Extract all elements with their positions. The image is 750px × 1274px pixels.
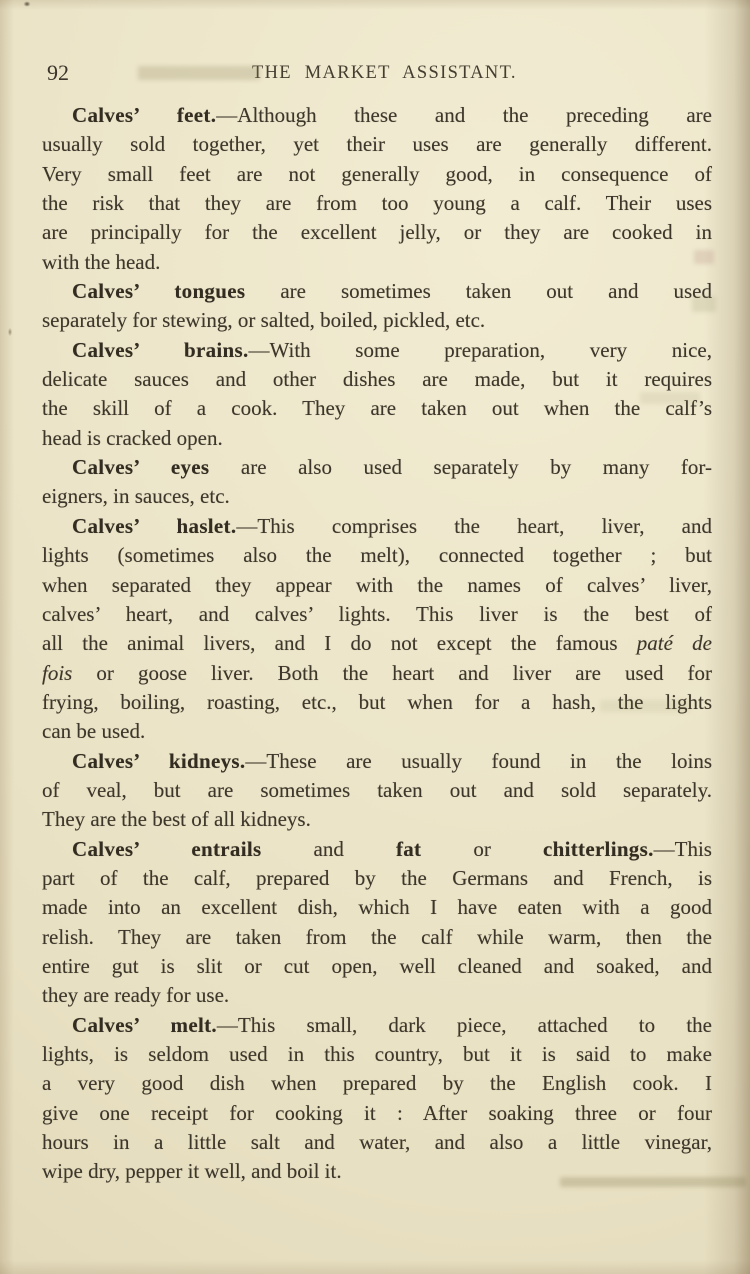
text-line	[42, 659, 712, 688]
body-text: wipe dry, pepper it well, and boil it.	[42, 1159, 342, 1184]
body-text: delicate sauces and other dishes are made, but it requires	[42, 367, 712, 392]
text-line	[42, 277, 712, 306]
page-number: 92	[47, 60, 69, 85]
text-line	[42, 952, 712, 981]
body-text: a very good dish when prepared by the English cook. I	[42, 1071, 712, 1096]
paragraph-lead: chitterlings.	[543, 836, 654, 861]
body-text: and	[261, 836, 396, 861]
paragraph-lead: fat	[395, 836, 422, 861]
body-text: lights, is seldom used in this country, but it is said to make	[42, 1042, 712, 1066]
body-text: when separated they appear with the names of calves’ liver,	[42, 572, 712, 597]
show-through-mark	[138, 66, 260, 80]
text-line	[42, 101, 712, 130]
text-line	[42, 747, 712, 776]
body-text: or	[421, 836, 543, 861]
body-text: are sometimes taken out and used	[245, 279, 712, 304]
text-line	[42, 424, 712, 453]
body-text: or goose liver. Both the heart and liver are used for	[72, 660, 712, 685]
paragraph-lead: Calves’ feet.	[72, 103, 217, 127]
body-text: —This small, dark piece, attached to the	[216, 1012, 712, 1037]
text-line	[42, 1099, 712, 1128]
text-line	[42, 130, 712, 159]
body-text: head is cracked open.	[42, 425, 223, 450]
text-line	[42, 864, 712, 893]
text-line	[42, 629, 712, 658]
body-text: lights (sometimes also the melt), connected together ; but	[42, 543, 712, 568]
body-text: relish. They are taken from the calf while warm, then the	[42, 924, 712, 949]
text-line	[42, 336, 712, 365]
body-text: frying, boiling, roasting, etc., but when for a hash, the lights	[42, 689, 712, 714]
text-line	[42, 805, 712, 834]
text-line	[42, 1069, 712, 1098]
body-text: the risk that they are from too young a calf. Their uses	[42, 191, 712, 216]
body-text: they are ready for use.	[42, 983, 230, 1008]
text-line	[42, 1040, 712, 1069]
text-line	[42, 453, 712, 482]
body-text: They are the best of all kidneys.	[42, 807, 311, 832]
body-text: are principally for the excellent jelly, or they are cooked in	[42, 220, 712, 245]
text-line	[42, 1011, 712, 1040]
paragraph-lead: Calves’ tongues	[72, 279, 246, 304]
page-body	[42, 101, 712, 1187]
paragraph-lead: Calves’ melt.	[72, 1012, 217, 1037]
body-text: with the head.	[42, 249, 161, 274]
body-text: —These are usually found in the loins	[245, 748, 713, 773]
body-text: —This	[653, 836, 712, 861]
body-text: made into an excellent dish, which I have eaten with a good	[42, 895, 712, 920]
text-line	[42, 835, 712, 864]
body-text: —This comprises the heart, liver, and	[236, 513, 712, 538]
text-line	[42, 394, 712, 423]
text-line	[42, 1128, 712, 1157]
body-text: eigners, in sauces, etc.	[42, 484, 230, 509]
text-line	[42, 571, 712, 600]
text-line	[42, 306, 712, 335]
paragraph-lead: Calves’ entrails	[72, 836, 262, 861]
italic-text: fois	[42, 660, 73, 685]
text-line	[42, 688, 712, 717]
text-line	[42, 160, 712, 189]
body-text: are also used separately by many for-	[209, 455, 712, 480]
text-line	[42, 1157, 712, 1186]
running-title: THE MARKET ASSISTANT.	[252, 63, 517, 83]
text-line	[42, 893, 712, 922]
text-line	[42, 776, 712, 805]
body-text: all the animal livers, and I do not except the famous	[42, 631, 637, 656]
italic-text: paté de	[636, 631, 712, 656]
body-text: hours in a little salt and water, and also a little vinegar,	[42, 1130, 712, 1155]
body-text: —Although these and the preceding are	[216, 103, 712, 127]
body-text: of veal, but are sometimes taken out and sold separately.	[42, 777, 712, 802]
body-text: usually sold together, yet their uses are generally different.	[42, 132, 712, 157]
body-text: the skill of a cook. They are taken out when the calf’s	[42, 396, 712, 421]
text-line	[42, 189, 712, 218]
text-line	[42, 923, 712, 952]
body-text: —With some preparation, very nice,	[248, 337, 712, 362]
text-line	[42, 218, 712, 247]
body-text: Very small feet are not generally good, in consequence of	[42, 161, 712, 186]
text-line	[42, 365, 712, 394]
body-text: can be used.	[42, 719, 146, 744]
paragraph-lead: Calves’ haslet.	[72, 513, 237, 538]
text-line	[42, 482, 712, 511]
body-text: part of the calf, prepared by the Germans and French, is	[42, 865, 712, 890]
body-text: entire gut is slit or cut open, well cleaned and soaked, and	[42, 953, 712, 978]
paragraph-lead: Calves’ brains.	[72, 337, 249, 362]
body-text: give one receipt for cooking it : After soaking three or four	[42, 1100, 712, 1125]
paragraph-lead: Calves’ kidneys.	[72, 748, 246, 773]
text-line	[42, 717, 712, 746]
body-text: calves’ heart, and calves’ lights. This liver is the best of	[42, 601, 712, 626]
paragraph-lead: Calves’ eyes	[72, 455, 210, 480]
body-text: separately for stewing, or salted, boiled, pickled, etc.	[42, 308, 486, 333]
text-line	[42, 981, 712, 1010]
text-line	[42, 600, 712, 629]
text-line	[42, 248, 712, 277]
text-line	[42, 541, 712, 570]
text-line	[42, 512, 712, 541]
